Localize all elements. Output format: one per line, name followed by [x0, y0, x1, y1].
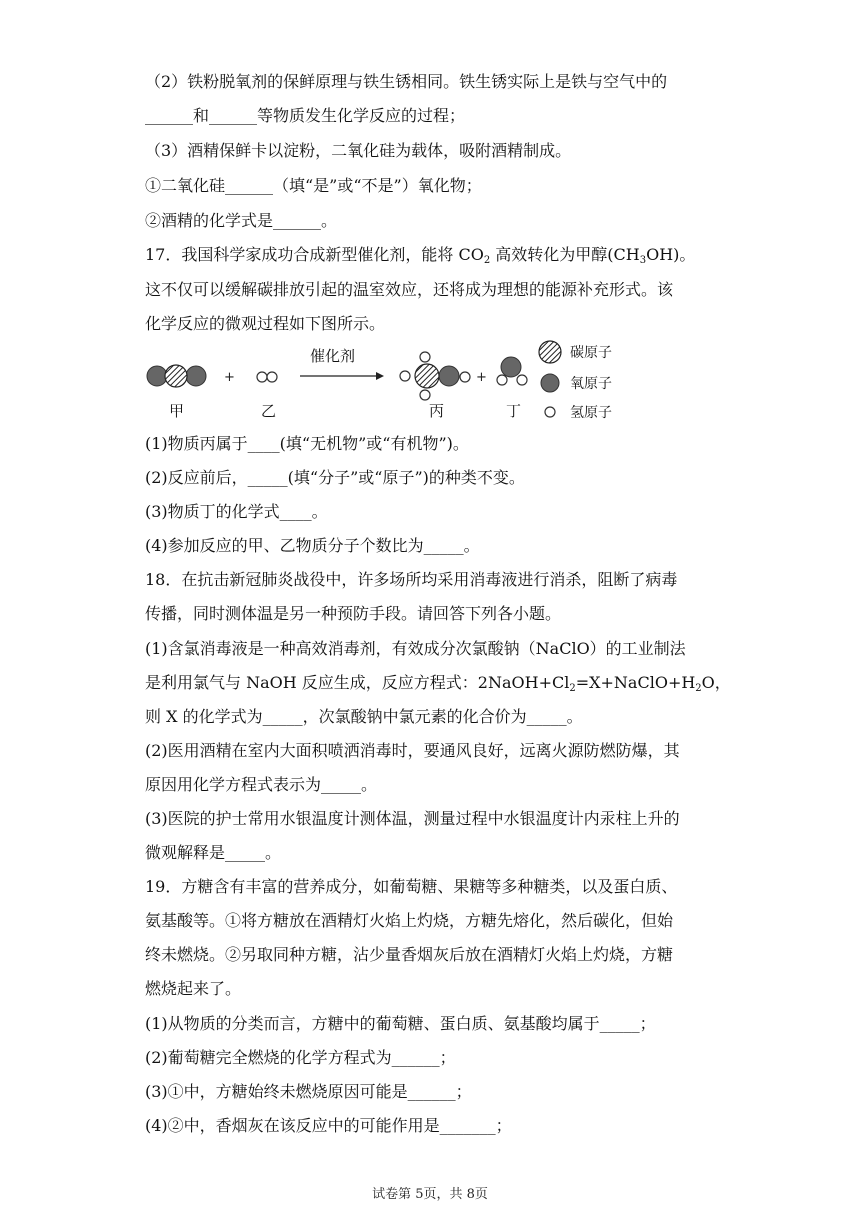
label-jia: 甲 — [169, 402, 185, 420]
q19-part1: (1)从物质的分类而言，方糖中的葡萄糖、蛋白质、氨基酸均属于_____； — [145, 1014, 656, 1033]
q17-part2: (2)反应前后，_____(填“分子”或“原子”)的种类不变。 — [145, 468, 525, 487]
q19-part2: (2)葡萄糖完全燃烧的化学方程式为______； — [145, 1048, 456, 1067]
legend-hydrogen-icon — [545, 407, 555, 417]
q18-part3-line1: (3)医院的护士常用水银温度计测体温，测量过程中水银温度计内汞柱上升的 — [145, 809, 680, 828]
q17-text-a: 17．我国科学家成功合成新型催化剂，能将 CO — [145, 245, 484, 264]
q19-part4: (4)②中，香烟灰在该反应中的可能作用是_______； — [145, 1116, 512, 1135]
q18-part1-line2 — [145, 672, 731, 700]
q19-stem-line4: 燃烧起来了。 — [145, 979, 242, 998]
q16-part3-line: （3）酒精保鲜卡以淀粉，二氧化硅为载体，吸附酒精制成。 — [145, 141, 572, 160]
molecule-jia — [147, 365, 206, 387]
label-yi: 乙 — [261, 402, 277, 420]
q18-part2-line2: 原因用化学方程式表示为_____。 — [145, 775, 378, 794]
q19-stem-line1: 19．方糖含有丰富的营养成分，如葡萄糖、果糖等多种糖类，以及蛋白质、 — [145, 877, 678, 896]
plus-sign-1: + — [224, 370, 235, 385]
q17-part3: (3)物质丁的化学式____。 — [145, 502, 328, 521]
q17-sub-3: 3 — [639, 255, 647, 266]
q17-text-b: 高效转化为甲醇(CH — [490, 245, 640, 264]
reaction-diagram — [140, 336, 640, 428]
q17-text-c: OH)。 — [646, 245, 696, 264]
q18-stem-line2: 传播，同时测体温是另一种预防手段。请回答下列各小题。 — [145, 604, 562, 623]
molecule-yi — [257, 372, 277, 382]
plus-sign-2: + — [476, 370, 487, 385]
q19-part3: (3)①中，方糖始终未燃烧原因可能是______； — [145, 1082, 472, 1101]
q18-eq-a: 是利用氯气与 NaOH 反应生成，反应方程式：2NaOH+Cl — [145, 673, 570, 692]
q17-part1: (1)物质丙属于____(填“无机物”或“有机物”)。 — [145, 434, 469, 453]
label-ding: 丁 — [506, 402, 522, 420]
q18-eq-sub1: 2 — [569, 683, 576, 694]
legend-carbon-icon — [539, 341, 561, 363]
q19-stem-line2: 氨基酸等。①将方糖放在酒精灯火焰上灼烧，方糖先熔化，然后碳化，但始 — [145, 911, 674, 930]
legend — [539, 341, 612, 421]
legend-hydrogen-label: 氢原子 — [570, 405, 612, 421]
molecule-ding — [497, 357, 527, 385]
q18-part1-line1: (1)含氯消毒液是一种高效消毒剂，有效成分次氯酸钠（NaClO）的工业制法 — [145, 639, 686, 658]
q18-eq-b: =X+NaClO+H — [575, 673, 696, 692]
q19-stem-line3: 终未燃烧。②另取同种方糖，沾少量香烟灰后放在酒精灯火焰上灼烧，方糖 — [145, 945, 674, 964]
q18-stem-line1: 18．在抗击新冠肺炎战役中，许多场所均采用消毒液进行消杀，阻断了病毒 — [145, 570, 678, 589]
q18-part1-line3: 则 X 的化学式为_____，次氯酸钠中氯元素的化合价为_____。 — [145, 707, 583, 726]
molecule-bing — [400, 352, 470, 400]
q17-stem-line2: 这不仅可以缓解碳排放引起的温室效应，还将成为理想的能源补充形式。该 — [145, 280, 674, 299]
label-bing: 丙 — [429, 402, 445, 420]
legend-oxygen-label: 氧原子 — [570, 376, 612, 392]
q18-eq-sub2: 2 — [695, 683, 702, 694]
q17-stem-line1 — [145, 244, 695, 272]
q17-sub-2: 2 — [483, 255, 491, 266]
reaction-arrow-icon — [300, 372, 384, 380]
q16-part2-line2: ______和______等物质发生化学反应的过程； — [145, 106, 466, 125]
q18-part2-line1: (2)医用酒精在室内大面积喷洒消毒时，要通风良好，远离火源防燃防爆，其 — [145, 741, 680, 760]
catalyst-label: 催化剂 — [310, 347, 356, 365]
q17-stem-line3: 化学反应的微观过程如下图所示。 — [145, 314, 386, 333]
q18-eq-c: O， — [701, 673, 731, 692]
page-footer: 试卷第 5页，共 8页 — [372, 1187, 488, 1202]
q18-part3-line2: 微观解释是_____。 — [145, 843, 282, 862]
q16-part3-item2: ②酒精的化学式是______。 — [145, 211, 338, 230]
legend-carbon-label: 碳原子 — [570, 345, 612, 361]
q16-part3-item1: ①二氧化硅______（填“是”或“不是”）氧化物； — [145, 176, 482, 195]
q16-part2-line1: （2）铁粉脱氧剂的保鲜原理与铁生锈相同。铁生锈实际上是铁与空气中的 — [145, 72, 668, 91]
q17-part4: (4)参加反应的甲、乙物质分子个数比为_____。 — [145, 536, 480, 555]
legend-oxygen-icon — [541, 374, 559, 392]
